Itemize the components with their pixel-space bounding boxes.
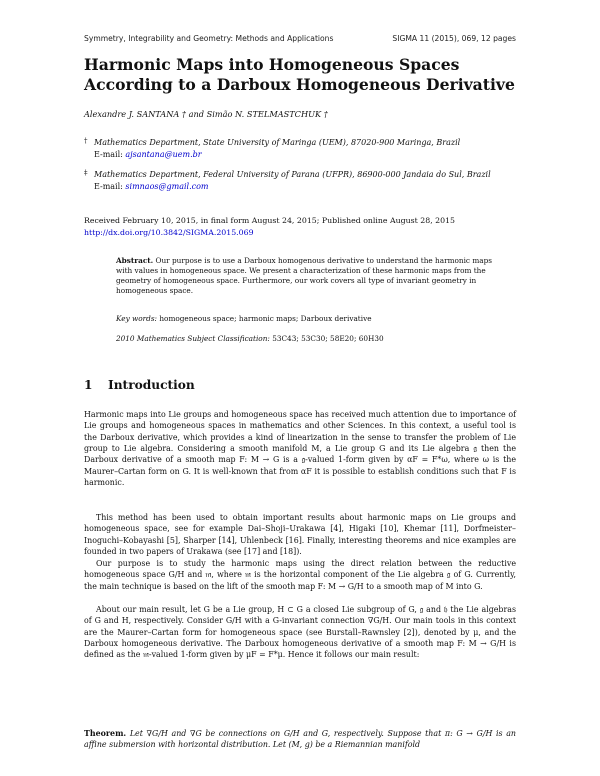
email-label: E-mail: bbox=[94, 149, 123, 159]
msc-codes: 53C43; 53C30; 58E20; 60H30 bbox=[272, 334, 384, 343]
intro-paragraph-3: Our purpose is to study the harmonic maps using the direct relation between the reductive homogeneous space G/H and 𝔪, where 𝔪 is the horizontal component of the Lie algebra 𝔤 of G. Currently, the main technique is based on the lift of the smooth map F: M → G/H to a smooth map of M into G. bbox=[84, 559, 516, 591]
abstract-text: Our purpose is to use a Darboux homogenous derivative to understand the harmonic maps with values in homogeneous space. We present a characterization of these harmonic maps from the geometry of homogeneous space. Furthermore, our work covers all type of invariant geometry in homogeneous space. bbox=[116, 256, 493, 296]
section-title: Introduction bbox=[108, 378, 195, 392]
section-number: 1 bbox=[84, 378, 93, 392]
affiliation-2 bbox=[84, 169, 518, 192]
section-heading bbox=[84, 378, 195, 392]
publication-history bbox=[84, 215, 455, 238]
journal-name: Symmetry, Integrability and Geometry: Methods and Applications bbox=[84, 34, 334, 43]
doi-link[interactable]: http://dx.doi.org/10.3842/SIGMA.2015.069 bbox=[84, 227, 254, 237]
abstract-label: Abstract. bbox=[116, 256, 154, 265]
affiliation-mark: † bbox=[84, 137, 88, 145]
title-line-2: According to a Darboux Homogeneous Derivative bbox=[84, 75, 515, 94]
affiliation-email-row bbox=[84, 181, 518, 193]
email-label: E-mail: bbox=[94, 181, 123, 191]
theorem-text: Let ∇G/H and ∇G be connections on G/H and G, respectively. Suppose that π: G → G/H is an affine submersion with horizontal distribution. Let (M, g) be a Riemannian manifold bbox=[84, 729, 516, 750]
subject-classification bbox=[116, 334, 506, 343]
email-link[interactable]: simnaos@gmail.com bbox=[125, 181, 209, 191]
abstract bbox=[116, 256, 506, 296]
theorem-label: Theorem. bbox=[84, 729, 127, 738]
intro-paragraph-4: About our main result, let G be a Lie group, H ⊂ G a closed Lie subgroup of G, 𝔤 and 𝔥 the Lie algebras of G and H, respectively. Consider G/H with a G-invariant connection ∇G/H. Our main tools in this context are the Maurer–Cartan form for homogeneous space (see Burstall–Rawnsley [2]), denoted by μ, and the Darboux homogeneous derivative. The Darboux homogeneous derivative of a smooth map F: M → G/H is defined as the 𝔪-valued 1-form given by μF = F*μ. Hence it follows our main result: bbox=[84, 605, 516, 660]
intro-paragraph-1: Harmonic maps into Lie groups and homogeneous space has received much attention due to importance of Lie groups and homogeneous spaces in mathematics and other Sciences. In this context, a useful tool is the Darboux derivative, which provides a kind of linearization in the sense to transfer the problem of Lie group to Lie algebra. Considering a smooth manifold M, a Lie group G and its Lie algebra 𝔤 then the Darboux derivative of a smooth map F: M → G is a 𝔤-valued 1-form given by αF = F*ω, where ω is the Maurer–Cartan form on G. It is well-known that from αF it is possible to establish conditions such that F is harmonic. bbox=[84, 410, 516, 488]
author-list: Alexandre J. SANTANA † and Simão N. STELMASTCHUK † bbox=[84, 109, 328, 119]
email-link[interactable]: ajsantana@uem.br bbox=[125, 149, 202, 159]
running-header bbox=[84, 34, 516, 43]
keywords bbox=[116, 314, 506, 323]
affiliation-mark: ‡ bbox=[84, 169, 88, 177]
received-dates: Received February 10, 2015, in final form August 24, 2015; Published online August 28, 2015 bbox=[84, 216, 456, 225]
paper-title bbox=[84, 55, 524, 95]
intro-paragraph-2: This method has been used to obtain important results about harmonic maps on Lie groups and homogeneous space, see for example Dai–Shoji–Urakawa [4], Higaki [10], Khemar [11], Dorfmeister–Inoguchi–Kobayashi [5], Sharper [14], Uhlenbeck [16]. Finally, interesting theorems and nice examples are founded in two papers of Urakawa (see [17] and [18]). bbox=[84, 513, 516, 557]
keywords-label: Key words: bbox=[116, 314, 158, 323]
theorem-statement bbox=[84, 728, 516, 751]
title-line-1: Harmonic Maps into Homogeneous Spaces bbox=[84, 55, 460, 74]
affiliation-institution: Mathematics Department, State University of Maringa (UEM), 87020-900 Maringa, Brazil bbox=[94, 138, 461, 147]
affiliation-1 bbox=[84, 137, 516, 160]
msc-label: 2010 Mathematics Subject Classification: bbox=[116, 334, 270, 343]
affiliation-email-row bbox=[84, 149, 516, 161]
keywords-text: homogeneous space; harmonic maps; Darboux derivative bbox=[159, 314, 372, 323]
issue-info: SIGMA 11 (2015), 069, 12 pages bbox=[392, 34, 516, 43]
affiliation-institution: Mathematics Department, Federal University of Parana (UFPR), 86900-000 Jandaia do Sul, Brazil bbox=[94, 170, 491, 179]
